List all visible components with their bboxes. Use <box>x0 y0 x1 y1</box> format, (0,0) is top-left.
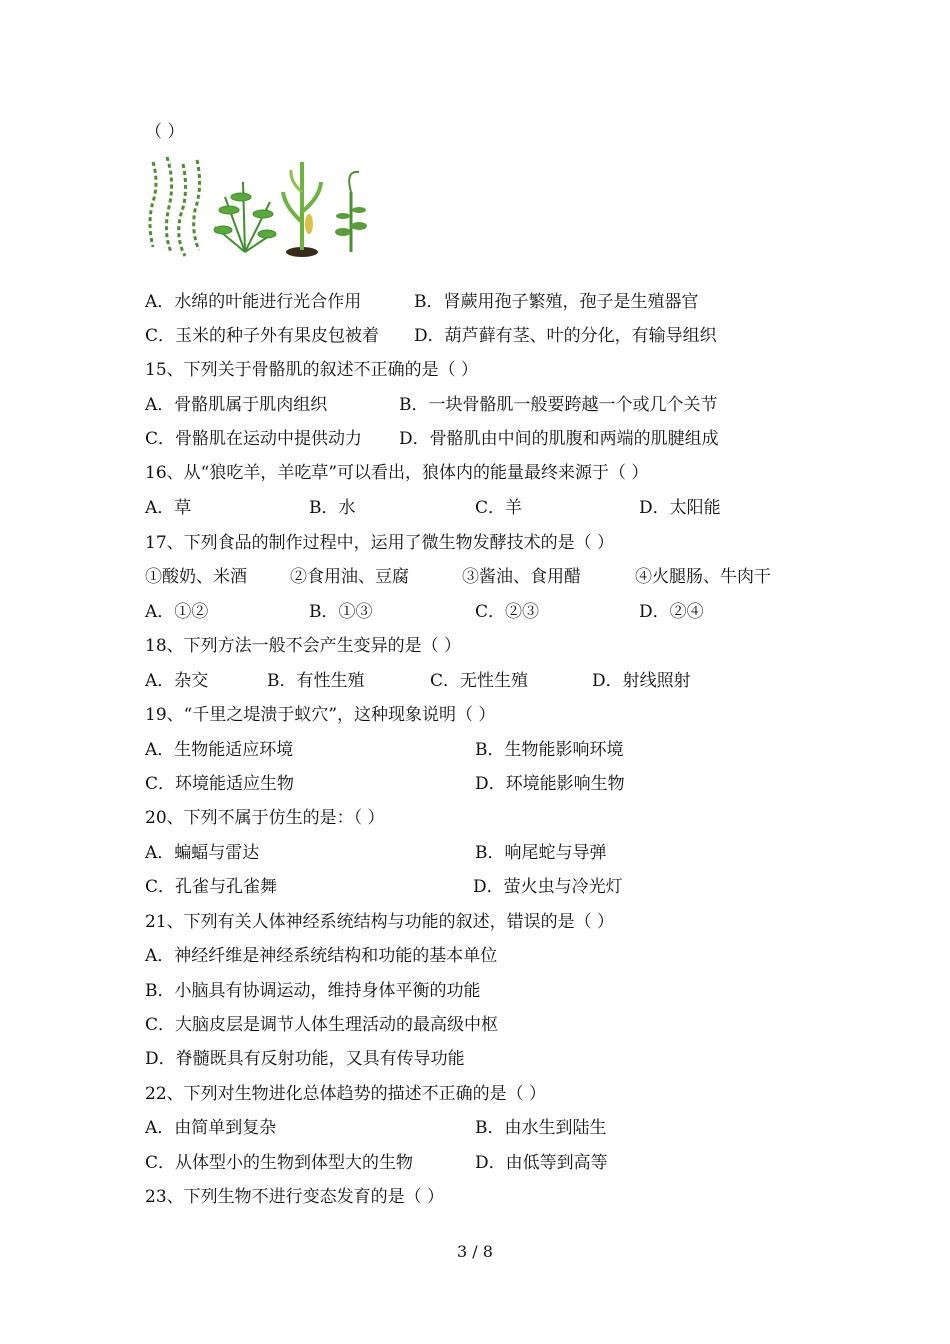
q16-option-d: D．太阳能 <box>639 498 721 518</box>
q15-option-c: C．骨骼肌在运动中提供动力 <box>145 429 363 449</box>
q17-stem: 17、下列食品的制作过程中，运用了微生物发酵技术的是（ ） <box>145 533 615 553</box>
q20-option-d: D．萤火虫与冷光灯 <box>473 877 623 897</box>
q21-option-b: B．小脑具有协调运动，维持身体平衡的功能 <box>145 981 481 1001</box>
q21-option-a: A．神经纤维是神经系统结构和功能的基本单位 <box>145 946 498 966</box>
q16-option-c: C．羊 <box>475 498 523 518</box>
q18-option-a: A．杂交 <box>145 671 209 691</box>
q14-option-b: B．肾蕨用孢子繁殖，孢子是生殖器官 <box>414 292 699 312</box>
fern-icon <box>214 182 276 252</box>
q20-option-b: B．响尾蛇与导弹 <box>475 843 607 863</box>
page-number: 3 / 8 <box>457 1242 493 1261</box>
plants-illustration <box>145 152 370 260</box>
q14-option-a: A．水绵的叶能进行光合作用 <box>145 292 362 312</box>
q22-option-b: B．由水生到陆生 <box>475 1118 607 1138</box>
q14-option-d: D．葫芦藓有茎、叶的分化，有输导组织 <box>414 326 717 346</box>
q19-option-c: C．环境能适应生物 <box>145 774 295 794</box>
q17-option-c: C．②③ <box>475 602 540 622</box>
q15-option-b: B．一块骨骼肌一般要跨越一个或几个关节 <box>399 395 718 415</box>
q18-option-d: D．射线照射 <box>592 671 691 691</box>
q21-option-d: D．脊髓既具有反射功能，又具有传导功能 <box>145 1049 465 1069</box>
q15-option-d: D．骨骼肌由中间的肌腹和两端的肌腱组成 <box>399 429 719 449</box>
q14-option-c: C．玉米的种子外有果皮包被着 <box>145 326 380 346</box>
q18-stem: 18、下列方法一般不会产生变异的是（ ） <box>145 636 462 656</box>
q21-option-c: C．大脑皮层是调节人体生理活动的最高级中枢 <box>145 1015 499 1035</box>
q15-option-a: A．骨骼肌属于肌肉组织 <box>145 395 328 415</box>
q17-item-2: ②食用油、豆腐 <box>290 567 409 587</box>
q17-item-3: ③酱油、食用醋 <box>462 567 581 587</box>
q20-stem: 20、下列不属于仿生的是：（ ） <box>145 808 385 828</box>
q23-stem: 23、下列生物不进行变态发育的是（ ） <box>145 1187 445 1207</box>
q22-option-d: D．由低等到高等 <box>475 1153 608 1173</box>
q17-option-b: B．①③ <box>309 602 373 622</box>
q16-option-a: A．草 <box>145 498 192 518</box>
q17-option-d: D．②④ <box>639 602 704 622</box>
q16-option-b: B．水 <box>309 498 356 518</box>
q19-stem: 19、“千里之堤溃于蚁穴”，这种现象说明（ ） <box>145 705 496 725</box>
q16-stem: 16、从“狼吃羊，羊吃草”可以看出，狼体内的能量最终来源于（ ） <box>145 463 649 483</box>
q17-option-a: A．①② <box>145 602 209 622</box>
q21-stem: 21、下列有关人体神经系统结构与功能的叙述，错误的是（ ） <box>145 912 615 932</box>
q22-stem: 22、下列对生物进化总体趋势的描述不正确的是（ ） <box>145 1084 547 1104</box>
moss-icon <box>335 172 367 252</box>
q19-option-a: A．生物能适应环境 <box>145 740 294 760</box>
q18-option-c: C．无性生殖 <box>430 671 529 691</box>
spirogyra-icon <box>150 157 200 256</box>
q19-option-d: D．环境能影响生物 <box>475 774 625 794</box>
q17-item-4: ④火腿肠、牛肉干 <box>635 567 771 587</box>
q17-item-1: ①酸奶、米酒 <box>145 567 247 587</box>
q22-option-c: C．从体型小的生物到体型大的生物 <box>145 1153 414 1173</box>
q19-option-b: B．生物能影响环境 <box>475 740 624 760</box>
q18-option-b: B．有性生殖 <box>267 671 365 691</box>
q20-option-a: A．蝙蝠与雷达 <box>145 843 260 863</box>
q15-stem: 15、下列关于骨骼肌的叙述不正确的是（ ） <box>145 360 479 380</box>
corn-plant-icon <box>283 162 321 257</box>
answer-paren: （ ） <box>145 122 185 142</box>
q20-option-c: C．孔雀与孔雀舞 <box>145 877 278 897</box>
q22-option-a: A．由简单到复杂 <box>145 1118 277 1138</box>
